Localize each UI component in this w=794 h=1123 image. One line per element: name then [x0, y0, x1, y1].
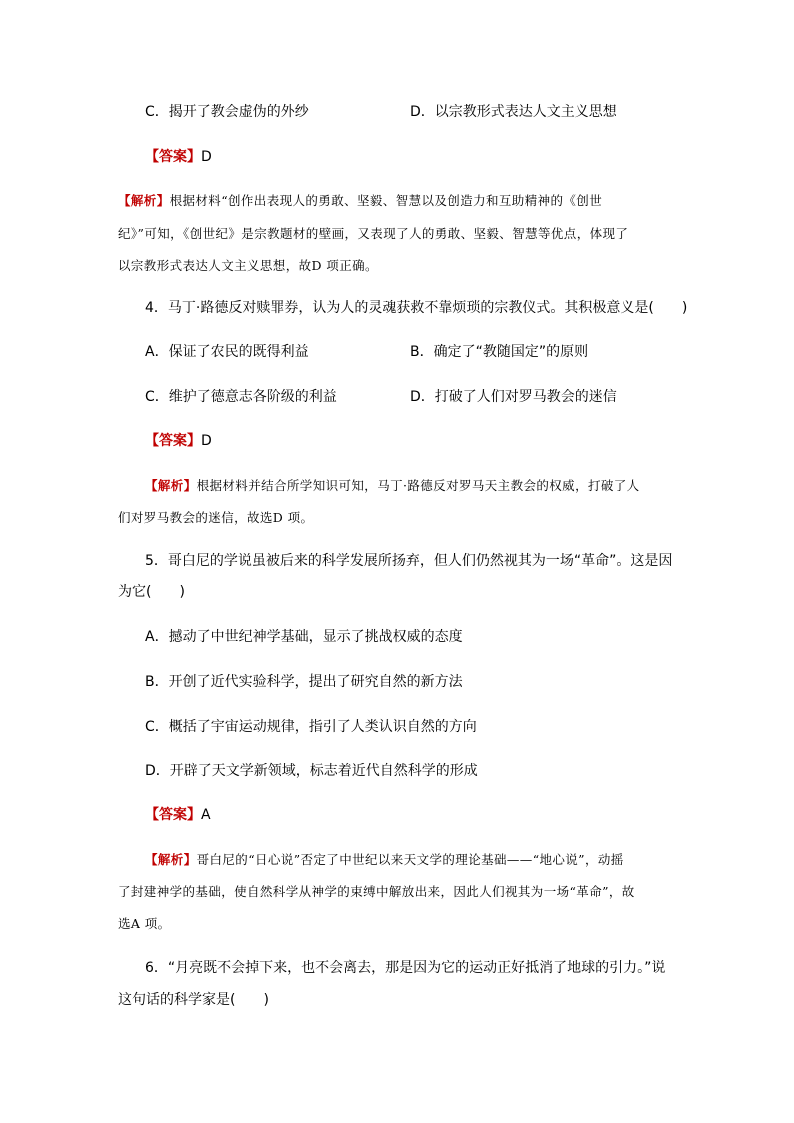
analysis-text: 根据材料并结合所学知识可知，马丁·路德反对罗马天主教会的权威，打破了人: [196, 478, 640, 493]
q4-analysis-line-2: 们对罗马教会的迷信，故选D 项。: [118, 510, 314, 525]
answer-value: A: [201, 807, 211, 823]
q6-stem-line-1: 6．“月亮既不会掉下来，也不会离去，那是因为它的运动正好抵消了地球的引力。”说: [145, 960, 666, 976]
q5-option-a: A．撼动了中世纪神学基础，显示了挑战权威的态度: [145, 629, 463, 645]
analysis-tag: 【解析】: [118, 193, 170, 208]
q3-answer: [145, 147, 212, 167]
q5-option-b: B．开创了近代实验科学，提出了研究自然的新方法: [145, 674, 463, 690]
q5-analysis-line-3: 选A 项。: [118, 916, 171, 931]
q3-option-c: C．揭开了教会虚伪的外纱: [145, 104, 309, 120]
q4-answer: [145, 431, 212, 451]
q5-option-d: D．开辟了天文学新领域，标志着近代自然科学的形成: [145, 763, 478, 779]
q5-option-c: C．概括了宇宙运动规律，指引了人类认识自然的方向: [145, 719, 477, 735]
q5-analysis-line-2: 了封建神学的基础，使自然科学从神学的束缚中解放出来，因此人们视其为一场“革命”，故: [118, 884, 635, 899]
q3-analysis-line-3: 以宗教形式表达人文主义思想，故D 项正确。: [118, 258, 378, 273]
answer-tag: 【答案】: [145, 433, 201, 449]
q4-option-d: D．打破了人们对罗马教会的迷信: [410, 389, 617, 405]
answer-tag: 【答案】: [145, 807, 201, 823]
analysis-tag: 【解析】: [145, 852, 197, 867]
answer-value: D: [201, 433, 212, 449]
analysis-tag: 【解析】: [145, 478, 197, 493]
q5-answer: [145, 805, 211, 825]
q4-option-b: B．确定了“教随国定”的原则: [410, 344, 589, 360]
q3-analysis-line-1: [118, 192, 602, 210]
q3-analysis-line-2: 纪》”可知，《创世纪》是宗教题材的壁画，又表现了人的勇敢、坚毅、智慧等优点，体现了: [118, 226, 629, 241]
answer-tag: 【答案】: [145, 149, 201, 165]
q4-option-c: C．维护了德意志各阶级的利益: [145, 389, 337, 405]
answer-value: D: [201, 149, 212, 165]
q5-stem-line-2: 为它( ): [118, 584, 185, 600]
q5-analysis-line-1: [145, 851, 624, 869]
q4-option-a: A．保证了农民的既得利益: [145, 344, 309, 360]
q4-analysis-line-1: [145, 477, 640, 495]
q6-stem-line-2: 这句话的科学家是( ): [118, 992, 269, 1008]
q3-option-d: D．以宗教形式表达人文主义思想: [410, 104, 617, 120]
q4-stem: 4．马丁·路德反对赎罪券，认为人的灵魂获救不靠烦琐的宗教仪式。其积极意义是( ): [145, 300, 688, 316]
q5-stem-line-1: 5．哥白尼的学说虽被后来的科学发展所扬弃，但人们仍然视其为一场“革命”。这是因: [145, 553, 673, 569]
analysis-text: 根据材料“创作出表现人的勇敢、坚毅、智慧以及创造力和互助精神的《创世: [169, 193, 603, 208]
analysis-text: 哥白尼的“日心说”否定了中世纪以来天文学的理论基础——“地心说”，动摇: [196, 852, 624, 867]
